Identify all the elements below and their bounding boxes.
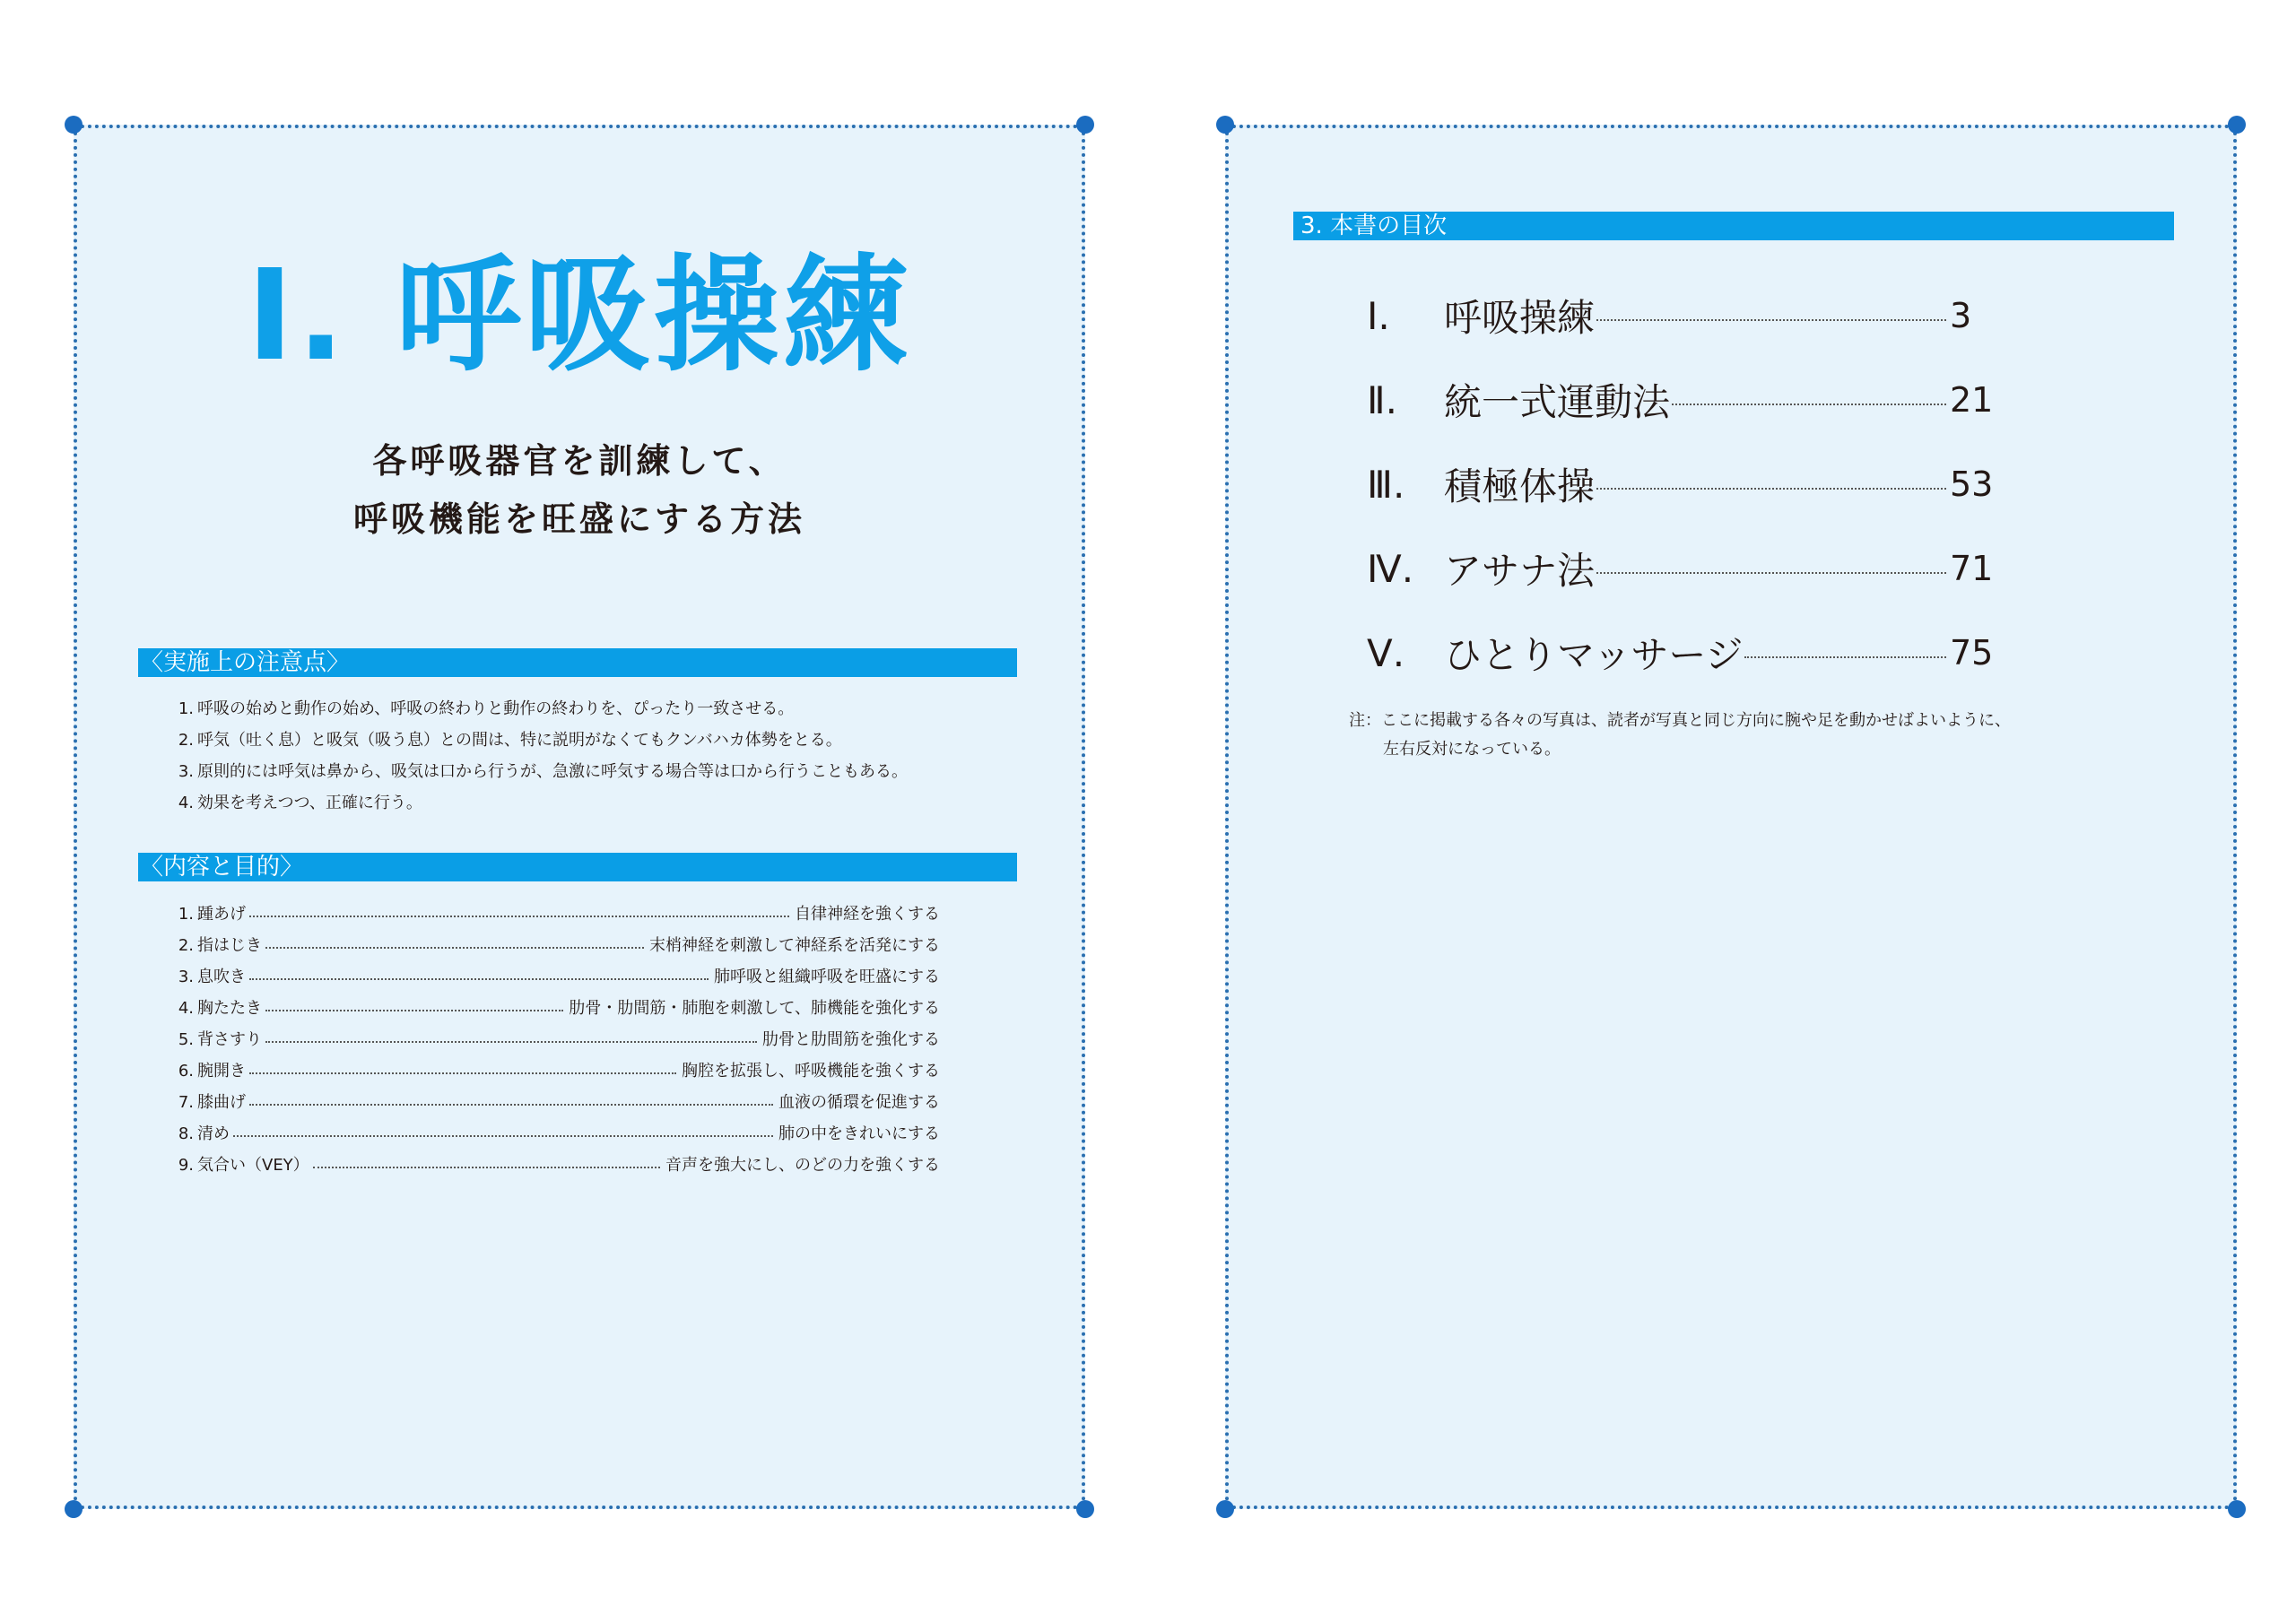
item-text: 効果を考えつつ、正確に行う。 [197,794,422,812]
toc-number: Ⅳ. [1367,546,1414,591]
list-item [160,930,940,961]
exercise-purpose: 末梢神経を刺激して神経系を活発にする [649,936,940,955]
toc-page-number: 71 [1950,549,1994,588]
corner-dot [1076,1500,1094,1518]
item-number: 3. [178,762,194,781]
toc-note [1349,707,2120,764]
exercise-purpose: 血液の循環を促進する [778,1093,940,1112]
exercise-name: 腕開き [197,1062,246,1081]
leader-dots [313,1167,660,1168]
item-text: 呼吸の始めと動作の始め、呼吸の終わりと動作の終わりを、ぴったり一致させる。 [197,699,795,718]
list-item [160,1150,940,1181]
toc-entry[interactable] [1367,611,1995,695]
corner-dot [2228,1500,2246,1518]
item-text: 原則的には呼気は鼻から、吸気は口から行うが、急激に呼気する場合等は口から行うこともある。 [197,762,908,781]
chapter-subtitle-line1: 各呼吸器官を訓練して、 [372,441,787,481]
leader-dots [233,1135,773,1137]
exercise-name: 息吹き [197,968,246,986]
leader-dots [249,1072,676,1074]
list-item [160,1024,940,1055]
exercise-purpose: 肋骨・肋間筋・肺胞を刺激して、肺機能を強化する [569,999,940,1018]
toc-title: 呼吸操練 [1444,296,1596,340]
toc-entry[interactable] [1367,358,1995,442]
item-number: 4. [178,794,194,812]
toc-note-line1: 注：ここに掲載する各々の写真は、読者が写真と同じ方向に腕や足を動かせばよいように、 [1349,711,2011,730]
list-item [160,993,940,1024]
corner-dot [1216,1500,1234,1518]
toc-number: Ⅲ. [1367,462,1405,507]
corner-dot [2228,116,2246,134]
corner-dot [1216,116,1234,134]
exercise-name: 踵あげ [197,905,246,924]
toc-note-line2: 左右反対になっている。 [1383,740,1561,759]
leader-dots [1596,319,1946,321]
toc-number: Ⅱ. [1367,378,1398,422]
leader-dots [265,1041,757,1043]
toc-number: Ⅴ. [1367,630,1405,675]
toc-entry[interactable] [1367,442,1995,526]
leader-dots [249,916,789,917]
list-item [160,787,1057,819]
exercise-purpose: 肺の中をきれいにする [778,1124,940,1143]
leader-dots [1744,656,1946,658]
toc-title: 統一式運動法 [1444,380,1671,424]
exercise-name: 胸たたき [197,999,262,1018]
leader-dots [1596,488,1946,490]
exercise-name: 気合い（VEY） [197,1156,309,1175]
leader-dots [265,1010,563,1011]
corner-dot [65,116,83,134]
notes-list [160,693,1057,819]
table-of-contents [1367,273,1995,695]
exercise-name: 背さすり [197,1030,262,1049]
leader-dots [249,978,709,980]
goals-list [160,898,940,1181]
corner-dot [65,1500,83,1518]
leader-dots [249,1104,773,1106]
item-number: 7. [178,1093,194,1112]
exercise-purpose: 胸腔を拡張し、呼吸機能を強くする [682,1062,940,1081]
notes-heading: 〈実施上の注意点〉 [138,648,1017,677]
chapter-title: Ⅰ. 呼吸操練 [246,243,912,389]
list-item [160,693,1057,725]
toc-page-number: 53 [1950,464,1994,504]
toc-entry[interactable] [1367,273,1995,358]
chapter-subtitle-line2: 呼吸機能を旺盛にする方法 [352,499,805,539]
list-item [160,1118,940,1150]
right-page [1225,125,2237,1509]
exercise-name: 清め [197,1124,230,1143]
leader-dots [1672,404,1946,405]
toc-number: Ⅰ. [1367,293,1390,338]
toc-entry[interactable] [1367,526,1995,611]
exercise-purpose: 肺呼吸と組織呼吸を旺盛にする [714,968,940,986]
toc-page-number: 75 [1950,633,1994,673]
list-item [160,725,1057,756]
exercise-purpose: 肋骨と肋間筋を強化する [762,1030,940,1049]
item-text: 呼気（吐く息）と吸気（吸う息）との間は、特に説明がなくてもクンバハカ体勢をとる。 [197,731,842,750]
leader-dots [265,947,644,949]
exercise-purpose: 自律神経を強くする [795,905,940,924]
list-item [160,1055,940,1087]
left-page [74,125,1085,1509]
item-number: 3. [178,968,194,986]
exercise-name: 膝曲げ [197,1093,246,1112]
item-number: 8. [178,1124,194,1143]
item-number: 5. [178,1030,194,1049]
list-item [160,898,940,930]
list-item [160,756,1057,787]
toc-heading: 3. 本書の目次 [1293,212,2174,240]
item-number: 4. [178,999,194,1018]
leader-dots [1596,572,1946,574]
item-number: 1. [178,699,194,718]
list-item [160,961,940,993]
exercise-purpose: 音声を強大にし、のどの力を強くする [665,1156,940,1175]
toc-page-number: 3 [1950,296,1972,335]
toc-title: 積極体操 [1444,464,1596,508]
toc-page-number: 21 [1950,380,1994,420]
item-number: 2. [178,731,194,750]
item-number: 6. [178,1062,194,1081]
item-number: 9. [178,1156,194,1175]
toc-title: アサナ法 [1444,549,1596,593]
toc-title: ひとりマッサージ [1444,633,1744,677]
goals-heading: 〈内容と目的〉 [138,853,1017,881]
item-number: 2. [178,936,194,955]
exercise-name: 指はじき [197,936,262,955]
list-item [160,1087,940,1118]
corner-dot [1076,116,1094,134]
item-number: 1. [178,905,194,924]
